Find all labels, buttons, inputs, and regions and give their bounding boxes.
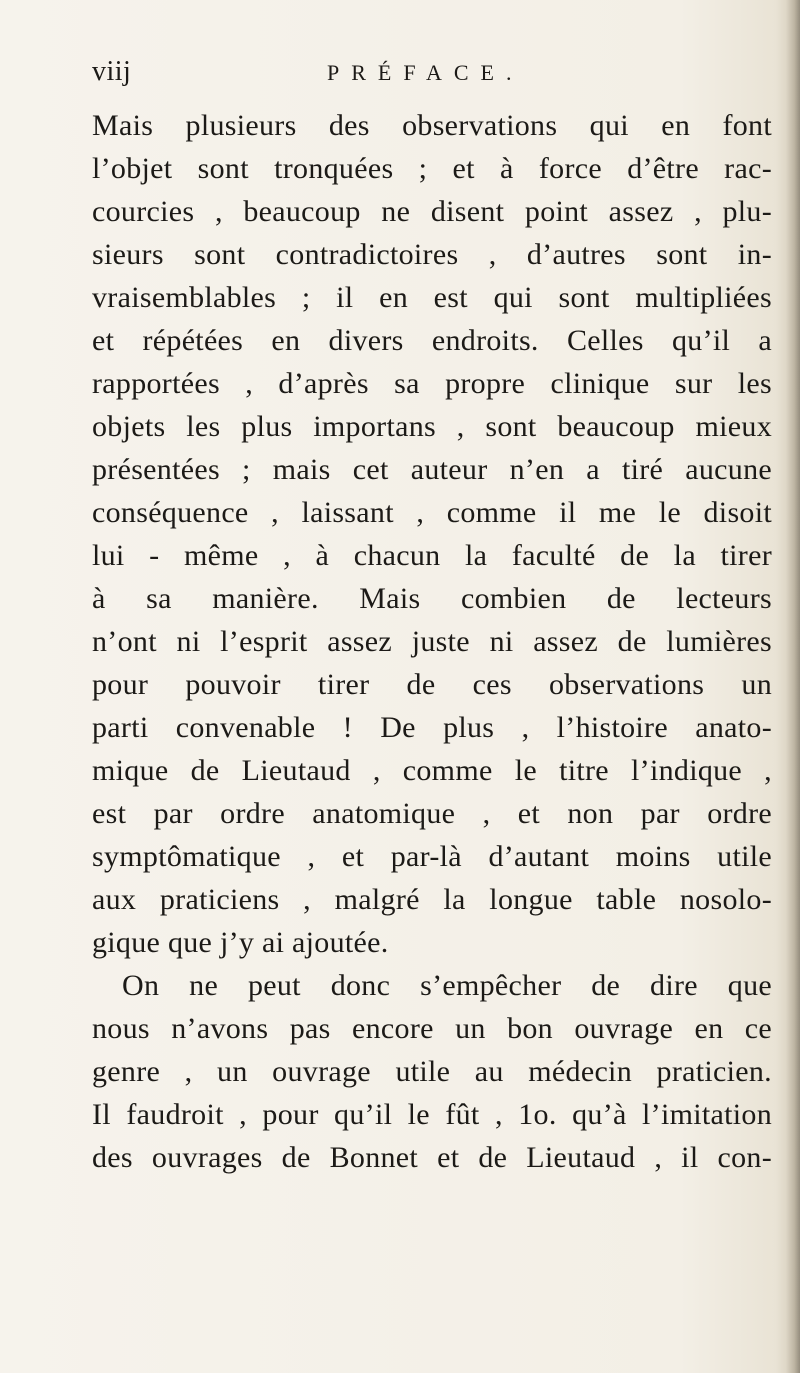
text-line: présentées ; mais cet auteur n’en a tiré aucune — [92, 453, 772, 486]
text-line: est par ordre anatomique , et non par ordre — [92, 797, 772, 830]
text-line: rapportées , d’après sa propre clinique sur les — [92, 367, 772, 400]
text-line: objets les plus importans , sont beaucoup mieux — [92, 410, 772, 443]
text-line: n’ont ni l’esprit assez juste ni assez de lumières — [92, 625, 772, 658]
text-line: gique que j’y ai ajoutée. — [92, 926, 389, 959]
page-number: viij — [92, 56, 132, 87]
text-line: pour pouvoir tirer de ces observations un — [92, 668, 772, 701]
text-line: Mais plusieurs des observations qui en font — [92, 109, 772, 142]
text-line: courcies , beaucoup ne disent point assez , plu- — [92, 195, 772, 228]
text-line: nous n’avons pas encore un bon ouvrage en ce — [92, 1012, 772, 1045]
body-text — [92, 104, 772, 1179]
page-edge-shadow — [786, 0, 800, 1373]
text-line: aux praticiens , malgré la longue table nosolo- — [92, 883, 772, 916]
text-line: conséquence , laissant , comme il me le disoit — [92, 496, 772, 529]
text-line: vraisemblables ; il en est qui sont multipliées — [92, 281, 772, 314]
running-title: PRÉFACE. — [327, 60, 524, 85]
text-line: des ouvrages de Bonnet et de Lieutaud , il con- — [92, 1141, 772, 1174]
text-line: On ne peut donc s’empêcher de dire que — [122, 969, 772, 1002]
text-line: et répétées en divers endroits. Celles qu’il a — [92, 324, 772, 357]
text-line: symptômatique , et par-là d’autant moins utile — [92, 840, 772, 873]
text-line: Il faudroit , pour qu’il le fût , 1o. qu’à l’imitation — [92, 1098, 772, 1131]
text-line: à sa manière. Mais combien de lecteurs — [92, 582, 772, 615]
text-line: mique de Lieutaud , comme le titre l’indique , — [92, 754, 772, 787]
text-line: sieurs sont contradictoires , d’autres sont in- — [92, 238, 772, 271]
text-line: genre , un ouvrage utile au médecin praticien. — [92, 1055, 772, 1088]
text-line: l’objet sont tronquées ; et à force d’être rac- — [92, 152, 772, 185]
text-line: lui - même , à chacun la faculté de la tirer — [92, 539, 772, 572]
text-line: parti convenable ! De plus , l’histoire anato- — [92, 711, 772, 744]
running-head — [92, 56, 772, 96]
